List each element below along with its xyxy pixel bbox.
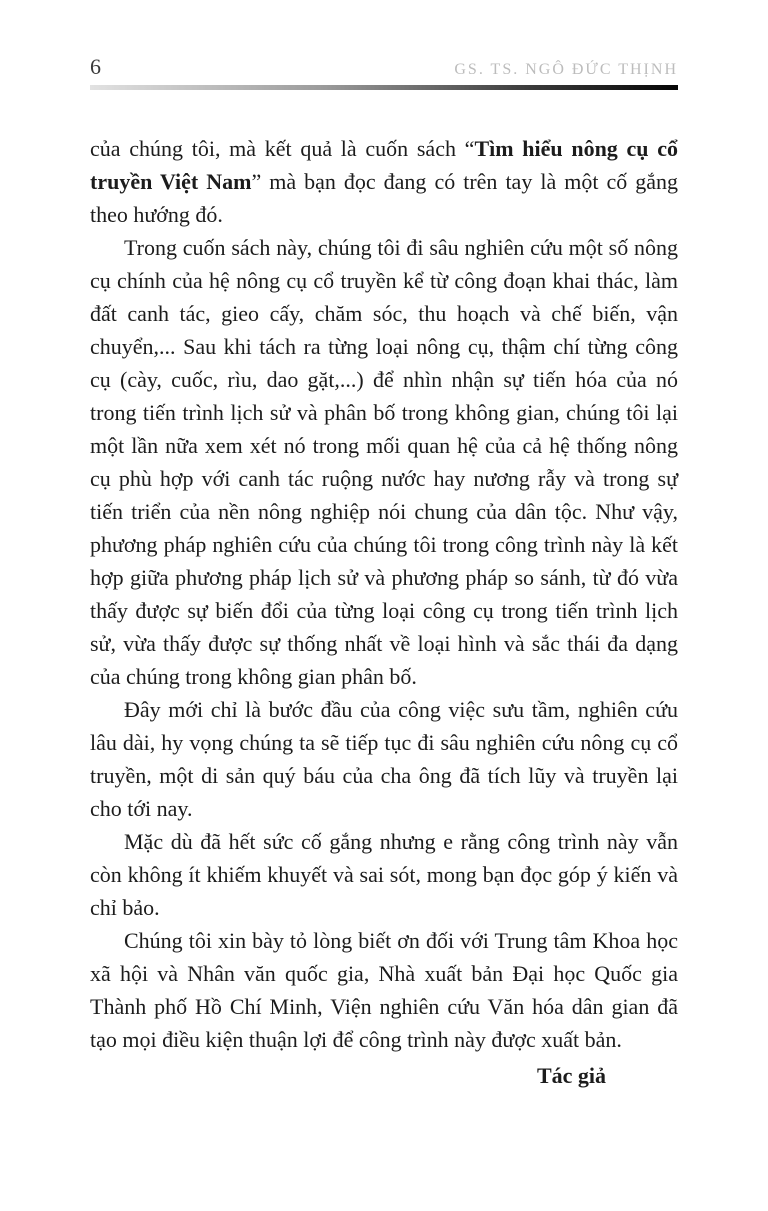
text-run: ” mà bạn đọc đang có trên tay là một cố gắng theo hướng đó. (90, 169, 678, 227)
paragraph-3: Đây mới chỉ là bước đầu của công việc sưu tầm, nghiên cứu lâu dài, hy vọng chúng ta sẽ tiếp tục đi sâu nghiên cứu nông cụ cổ truyền, một di sản quý báu của cha ông đã tích lũy và truyền lại cho tới nay. (90, 697, 678, 821)
page-body (90, 132, 678, 1092)
header-author: GS. TS. NGÔ ĐỨC THỊNH (454, 61, 678, 78)
page-header (90, 56, 678, 78)
book-title-bold: Tìm hiểu nông cụ cổ truyền Việt Nam (90, 136, 678, 194)
paragraph-2: Trong cuốn sách này, chúng tôi đi sâu nghiên cứu một số nông cụ chính của hệ nông cụ cổ truyền kể từ công đoạn khai thác, làm đất canh tác, gieo cấy, chăm sóc, thu hoạch và chế biến, vận chuyển,... Sau khi tách ra từng loại nông cụ, thậm chí từng công cụ (cày, cuốc, rìu, dao gặt,...) để nhìn nhận sự tiến hóa của nó trong tiến trình lịch sử và phân bố trong không gian, chúng tôi lại một lần nữa xem xét nó trong mối quan hệ của cả hệ thống nông cụ phù hợp với canh tác ruộng nước hay nương rẫy và trong sự tiến triển của nền nông nghiệp nói chung của dân tộc. Như vậy, phương pháp nghiên cứu của chúng tôi trong công trình này là kết hợp giữa phương pháp lịch sử và phương pháp so sánh, từ đó vừa thấy được sự biến đổi của từng loại công cụ trong tiến trình lịch sử, vừa thấy được sự thống nhất về loại hình và sắc thái đa dạng của chúng trong không gian phân bố. (90, 235, 678, 689)
paragraph-4: Mặc dù đã hết sức cố gắng nhưng e rằng công trình này vẫn còn không ít khiếm khuyết và sai sót, mong bạn đọc góp ý kiến và chỉ bảo. (90, 829, 678, 920)
author-signature: Tác giả (536, 1063, 606, 1088)
text-run: của chúng tôi, mà kết quả là cuốn sách “ (90, 136, 475, 161)
paragraph-1 (90, 132, 678, 231)
page-number: 6 (90, 54, 101, 79)
paragraph-5: Chúng tôi xin bày tỏ lòng biết ơn đối với Trung tâm Khoa học xã hội và Nhân văn quốc gia, Nhà xuất bản Đại học Quốc gia Thành phố Hồ Chí Minh, Viện nghiên cứu Văn hóa dân gian đã tạo mọi điều kiện thuận lợi để công trình này được xuất bản. (90, 928, 678, 1052)
header-rule (90, 85, 678, 90)
